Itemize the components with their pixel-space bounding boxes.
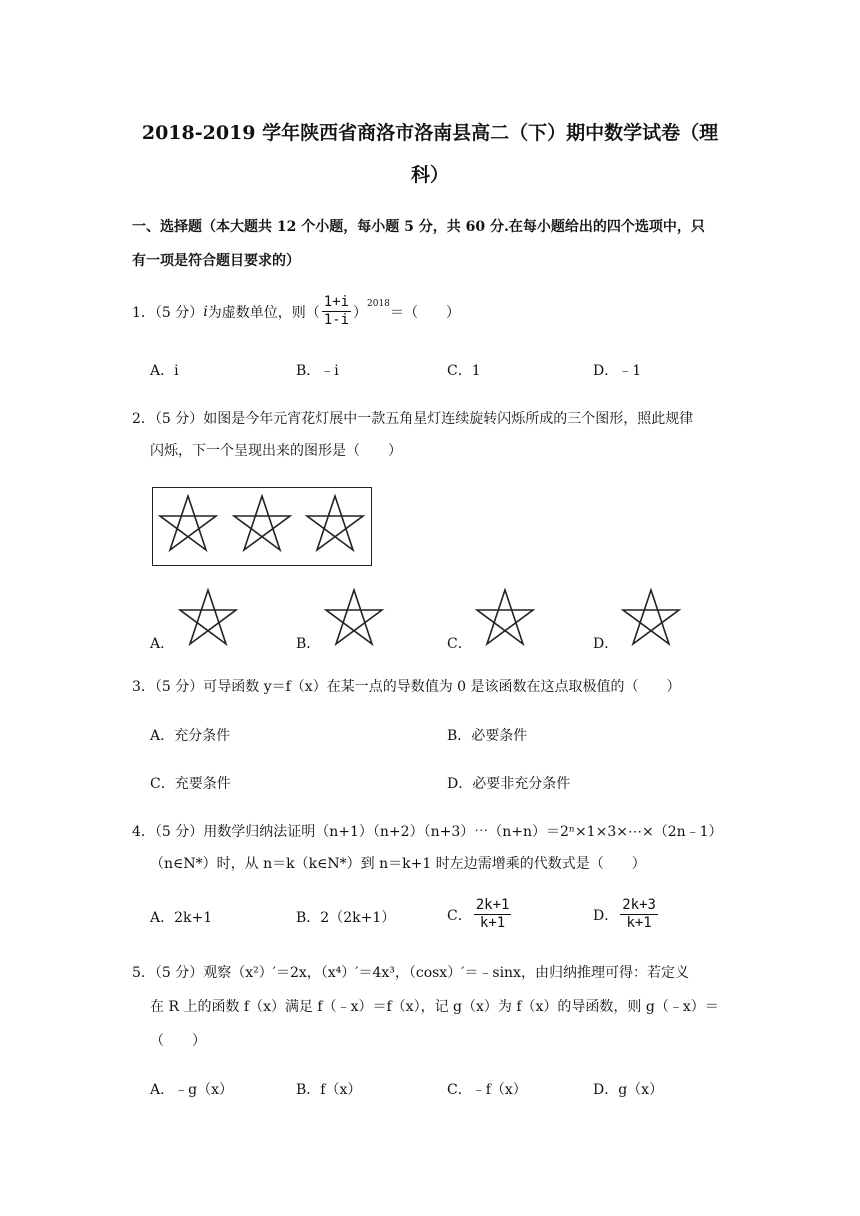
q4-option-c [447, 897, 513, 932]
q1-close: ） [353, 304, 368, 321]
q1-tail: ＝（ ） [389, 304, 460, 321]
q5-line1: 5．（5 分）观察（x²）′＝2x，（x⁴）′＝4x³，（cosx）′＝﹣sinx，由归纳推理可得：若定义 [132, 965, 689, 981]
q5-option-c: C．﹣f（x） [447, 1082, 527, 1098]
q4-option-d-numerator: 2k+3 [622, 897, 656, 913]
q2-option-a: A． [150, 636, 175, 652]
q4-option-d-denominator: k+1 [626, 915, 652, 931]
q2-option-c-star [473, 588, 537, 648]
q4-option-d [593, 897, 660, 932]
q2-option-b: B． [296, 636, 321, 652]
star-figure-2 [230, 494, 294, 554]
q4-option-c-label: C． [447, 907, 472, 924]
q1-prefix: 1．（5 分） [132, 304, 204, 321]
section-header-line1: 一、选择题（本大题共 12 个小题，每小题 5 分，共 60 分.在每小题给出的四个选项中，只 [132, 219, 705, 235]
exam-title-line1: 2018-2019 学年陕西省商洛市洛南县高二（下）期中数学试卷（理 [141, 122, 719, 144]
q5-option-a: A．﹣g（x） [150, 1082, 233, 1098]
q2-option-b-star [322, 588, 386, 648]
q1-fraction-denominator: 1-i [323, 312, 350, 328]
q4-option-d-label: D． [593, 907, 619, 924]
star-figure-3 [303, 494, 367, 554]
question-1 [132, 294, 460, 329]
q4-option-a: A．2k+1 [150, 910, 213, 926]
q1-option-a: A．i [150, 363, 179, 379]
q3-option-a: A．充分条件 [150, 728, 231, 744]
section-header-line2: 有一项是符合题目要求的） [132, 253, 300, 269]
q3-option-c: C．充要条件 [150, 776, 231, 792]
q2-line2: 闪烁，下一个呈现出来的图形是（ ） [150, 443, 402, 459]
q3-line1: 3．（5 分）可导函数 y＝f（x）在某一点的导数值为 0 是该函数在这点取极值的（ ） [132, 679, 681, 695]
q2-option-d-star [619, 588, 683, 648]
q5-line3: （ ） [150, 1033, 206, 1049]
q1-exponent: 2018 [367, 298, 390, 309]
q3-option-b: B．必要条件 [447, 728, 528, 744]
q1-option-b: B．﹣i [296, 363, 339, 379]
q4-option-c-denominator: k+1 [479, 915, 506, 931]
q5-option-d: D．g（x） [593, 1082, 664, 1098]
q3-option-d: D．必要非充分条件 [447, 776, 571, 792]
q4-line2: （n∈N*）时，从 n＝k（k∈N*）到 n＝k+1 时左边需增乘的代数式是（ ） [150, 856, 646, 872]
q1-fraction [322, 294, 351, 329]
q2-option-d: D． [593, 636, 619, 652]
q4-option-c-fraction [474, 897, 512, 932]
q1-var-i: i [203, 303, 208, 320]
q5-line2: 在 R 上的函数 f（x）满足 f（﹣x）＝f（x），记 g（x）为 f（x）的导函数，则 g（﹣x）＝ [150, 999, 719, 1015]
q1-option-d: D．﹣1 [593, 363, 642, 379]
q1-option-c: C．1 [447, 363, 481, 379]
q4-line1: 4．（5 分）用数学归纳法证明（n+1）（n+2）（n+3）⋯（n+n）＝2ⁿ×1×3×⋯×（2n﹣1） [132, 824, 723, 840]
q2-line1: 2．（5 分）如图是今年元宵花灯展中一款五角星灯连续旋转闪烁所成的三个图形，照此规律 [132, 411, 694, 427]
q5-option-b: B．f（x） [296, 1082, 362, 1098]
q4-option-c-numerator: 2k+1 [475, 897, 510, 913]
star-figure-1 [156, 494, 220, 554]
q2-option-a-star [176, 588, 240, 648]
q2-option-c: C． [447, 636, 472, 652]
q1-fraction-numerator: 1+i [323, 294, 350, 310]
q4-option-d-fraction [620, 897, 658, 932]
q4-option-b: B．2（2k+1） [296, 910, 396, 926]
q1-text: 为虚数单位，则（ [207, 304, 320, 321]
exam-title-line2: 科） [410, 164, 449, 186]
